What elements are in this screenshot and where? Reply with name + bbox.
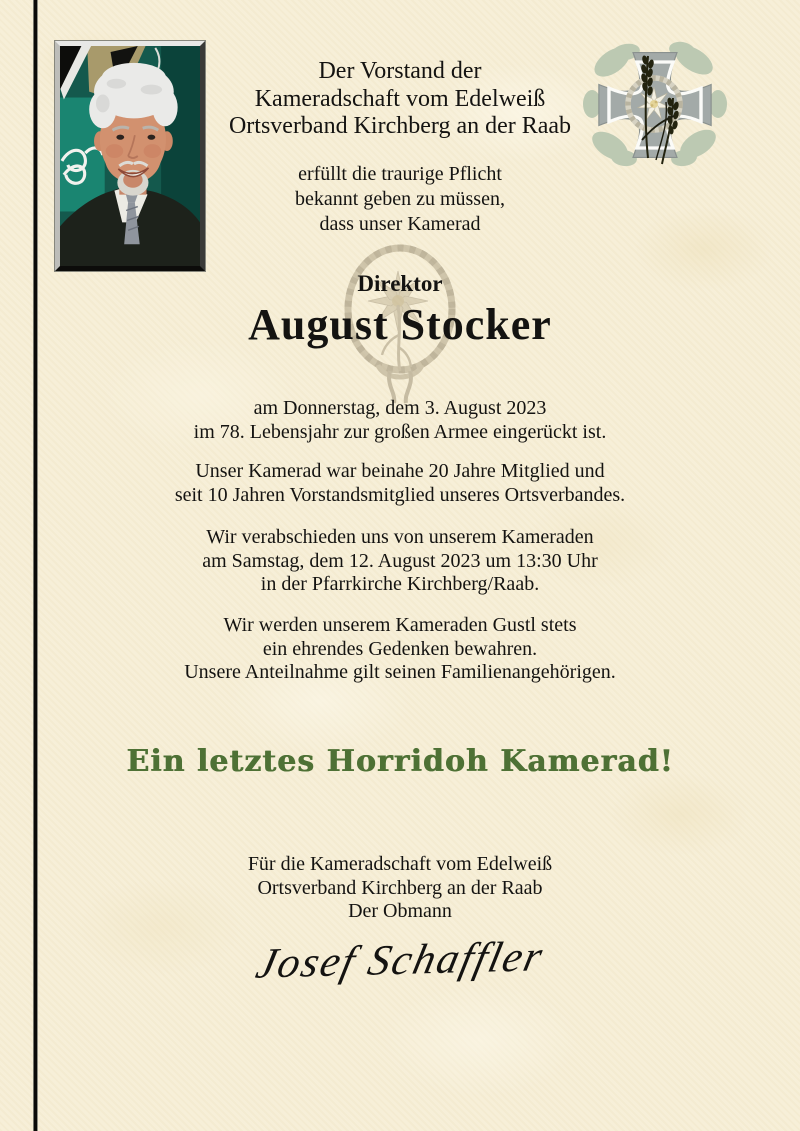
header-line-3: Ortsverband Kirchberg an der Raab	[228, 113, 572, 139]
closing-block	[0, 853, 800, 924]
intro-line-2: bekannt geben zu müssen,	[295, 188, 505, 210]
membership-line-1: Unser Kamerad war beinahe 20 Jahre Mitglied und	[195, 460, 605, 482]
farewell-line-1: Wir verabschieden uns von unserem Kameraden	[206, 526, 594, 548]
motto-line: Ein letztes Horridoh Kamerad!	[126, 744, 674, 779]
signature	[0, 933, 800, 988]
farewell-block	[0, 526, 800, 597]
farewell-line-3: in der Pfarrkirche Kirchberg/Raab.	[260, 573, 540, 595]
remembrance-block	[0, 614, 800, 685]
intro-line-3: dass unser Kamerad	[319, 213, 481, 235]
membership-line-2: seit 10 Jahren Vorstandsmitglied unseres Ortsverbandes.	[174, 484, 626, 506]
remembrance-line-2: ein ehrendes Gedenken bewahren.	[262, 637, 538, 660]
death-notice-line-2: im 78. Lebensjahr zur großen Armee eingerückt ist.	[193, 421, 607, 443]
farewell-line-2: am Samstag, dem 12. August 2023 um 13:30 Uhr	[202, 549, 598, 572]
membership-block	[0, 459, 800, 507]
intro-block	[0, 162, 800, 237]
closing-line-3: Der Obmann	[348, 900, 452, 922]
death-notice-line-1: am Donnerstag, dem 3. August 2023	[253, 397, 547, 419]
header-block	[0, 58, 800, 141]
intro-line-1: erfüllt die traurige Pflicht	[298, 163, 502, 185]
header-line-1: Der Vorstand der	[318, 58, 482, 84]
deceased-name: August Stocker	[248, 300, 552, 349]
signature-name: Josef Schaffler	[251, 933, 549, 988]
remembrance-line-1: Wir werden unserem Kameraden Gustl stets	[223, 614, 577, 636]
closing-line-2: Ortsverband Kirchberg an der Raab	[257, 876, 543, 899]
closing-line-1: Für die Kameradschaft vom Edelweiß	[247, 853, 553, 875]
remembrance-line-3: Unsere Anteilnahme gilt seinen Familienangehörigen.	[184, 661, 616, 683]
death-notice-block	[0, 396, 800, 444]
deceased-title: Direktor	[357, 271, 443, 296]
header-line-2: Kameradschaft vom Edelweiß	[254, 85, 546, 112]
